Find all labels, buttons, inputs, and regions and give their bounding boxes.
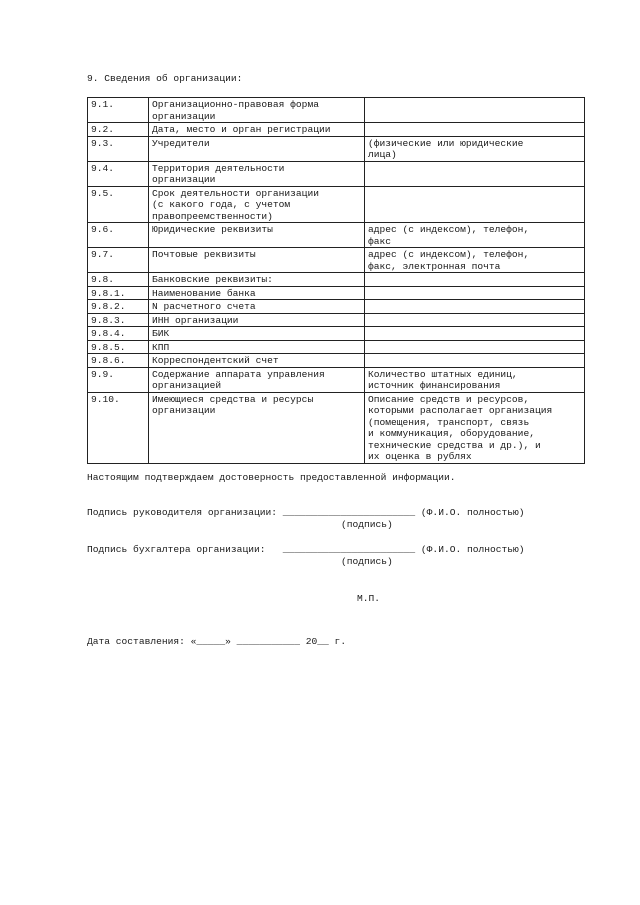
head-signature-caption: (подпись): [341, 519, 393, 530]
row-name: Срок деятельности организации (с какого года, с учетом правопреемственности): [149, 186, 365, 223]
row-note: Количество штатных единиц, источник финансирования: [365, 367, 585, 392]
row-note: [365, 161, 585, 186]
confirmation-text: Настоящим подтверждаем достоверность предоставленной информации.: [87, 472, 456, 483]
table-row: [88, 273, 585, 287]
table-row: [88, 327, 585, 341]
accountant-signature-caption: (подпись): [341, 556, 393, 567]
row-name: Юридические реквизиты: [149, 223, 365, 248]
row-number: 9.8.2.: [88, 300, 149, 314]
head-signature-line: Подпись руководителя организации: _______________________ (Ф.И.О. полностью): [87, 507, 525, 518]
row-note: [365, 313, 585, 327]
row-number: 9.3.: [88, 136, 149, 161]
row-name: ИНН организации: [149, 313, 365, 327]
row-note: Описание средств и ресурсов, которыми располагает организация (помещения, транспорт, связь и коммуникация, оборудование, технические средства и др.), и их оценка в рублях: [365, 392, 585, 463]
row-number: 9.5.: [88, 186, 149, 223]
row-name: БИК: [149, 327, 365, 341]
organization-info-table: [87, 97, 585, 464]
row-name: Учредители: [149, 136, 365, 161]
table-row: [88, 123, 585, 137]
row-number: 9.4.: [88, 161, 149, 186]
table-row: [88, 367, 585, 392]
table-row: [88, 392, 585, 463]
row-name: Дата, место и орган регистрации: [149, 123, 365, 137]
row-name: Корреспондентский счет: [149, 354, 365, 368]
row-number: 9.8.6.: [88, 354, 149, 368]
table-row: [88, 354, 585, 368]
row-name: N расчетного счета: [149, 300, 365, 314]
row-note: адрес (с индексом), телефон, факс: [365, 223, 585, 248]
row-name: Организационно-правовая форма организации: [149, 98, 365, 123]
row-note: [365, 300, 585, 314]
table-row: [88, 186, 585, 223]
date-line: Дата составления: «_____» ___________ 20__ г.: [87, 636, 347, 647]
table-row: [88, 248, 585, 273]
table-row: [88, 300, 585, 314]
row-note: [365, 123, 585, 137]
table-row: [88, 340, 585, 354]
row-note: [365, 286, 585, 300]
row-note: (физические или юридические лица): [365, 136, 585, 161]
row-number: 9.6.: [88, 223, 149, 248]
table-body: [88, 98, 585, 464]
section-title: 9. Сведения об организации:: [87, 73, 243, 84]
row-name: Территория деятельности организации: [149, 161, 365, 186]
stamp-mark: М.П.: [357, 593, 381, 604]
row-name: Имеющиеся средства и ресурсы организации: [149, 392, 365, 463]
table-row: [88, 136, 585, 161]
row-number: 9.7.: [88, 248, 149, 273]
row-number: 9.2.: [88, 123, 149, 137]
table-row: [88, 161, 585, 186]
table-row: [88, 223, 585, 248]
row-name: Почтовые реквизиты: [149, 248, 365, 273]
table-row: [88, 313, 585, 327]
row-note: [365, 273, 585, 287]
row-number: 9.8.: [88, 273, 149, 287]
table-row: [88, 98, 585, 123]
row-note: [365, 354, 585, 368]
row-note: [365, 186, 585, 223]
row-name: Содержание аппарата управления организацией: [149, 367, 365, 392]
row-number: 9.8.4.: [88, 327, 149, 341]
row-number: 9.10.: [88, 392, 149, 463]
row-name: КПП: [149, 340, 365, 354]
row-note: адрес (с индексом), телефон, факс, электронная почта: [365, 248, 585, 273]
row-note: [365, 327, 585, 341]
row-name: Банковские реквизиты:: [149, 273, 365, 287]
row-number: 9.8.3.: [88, 313, 149, 327]
table-row: [88, 286, 585, 300]
row-number: 9.9.: [88, 367, 149, 392]
accountant-signature-line: Подпись бухгалтера организации: _______________________ (Ф.И.О. полностью): [87, 544, 525, 555]
row-name: Наименование банка: [149, 286, 365, 300]
row-note: [365, 340, 585, 354]
row-number: 9.1.: [88, 98, 149, 123]
row-note: [365, 98, 585, 123]
row-number: 9.8.1.: [88, 286, 149, 300]
row-number: 9.8.5.: [88, 340, 149, 354]
